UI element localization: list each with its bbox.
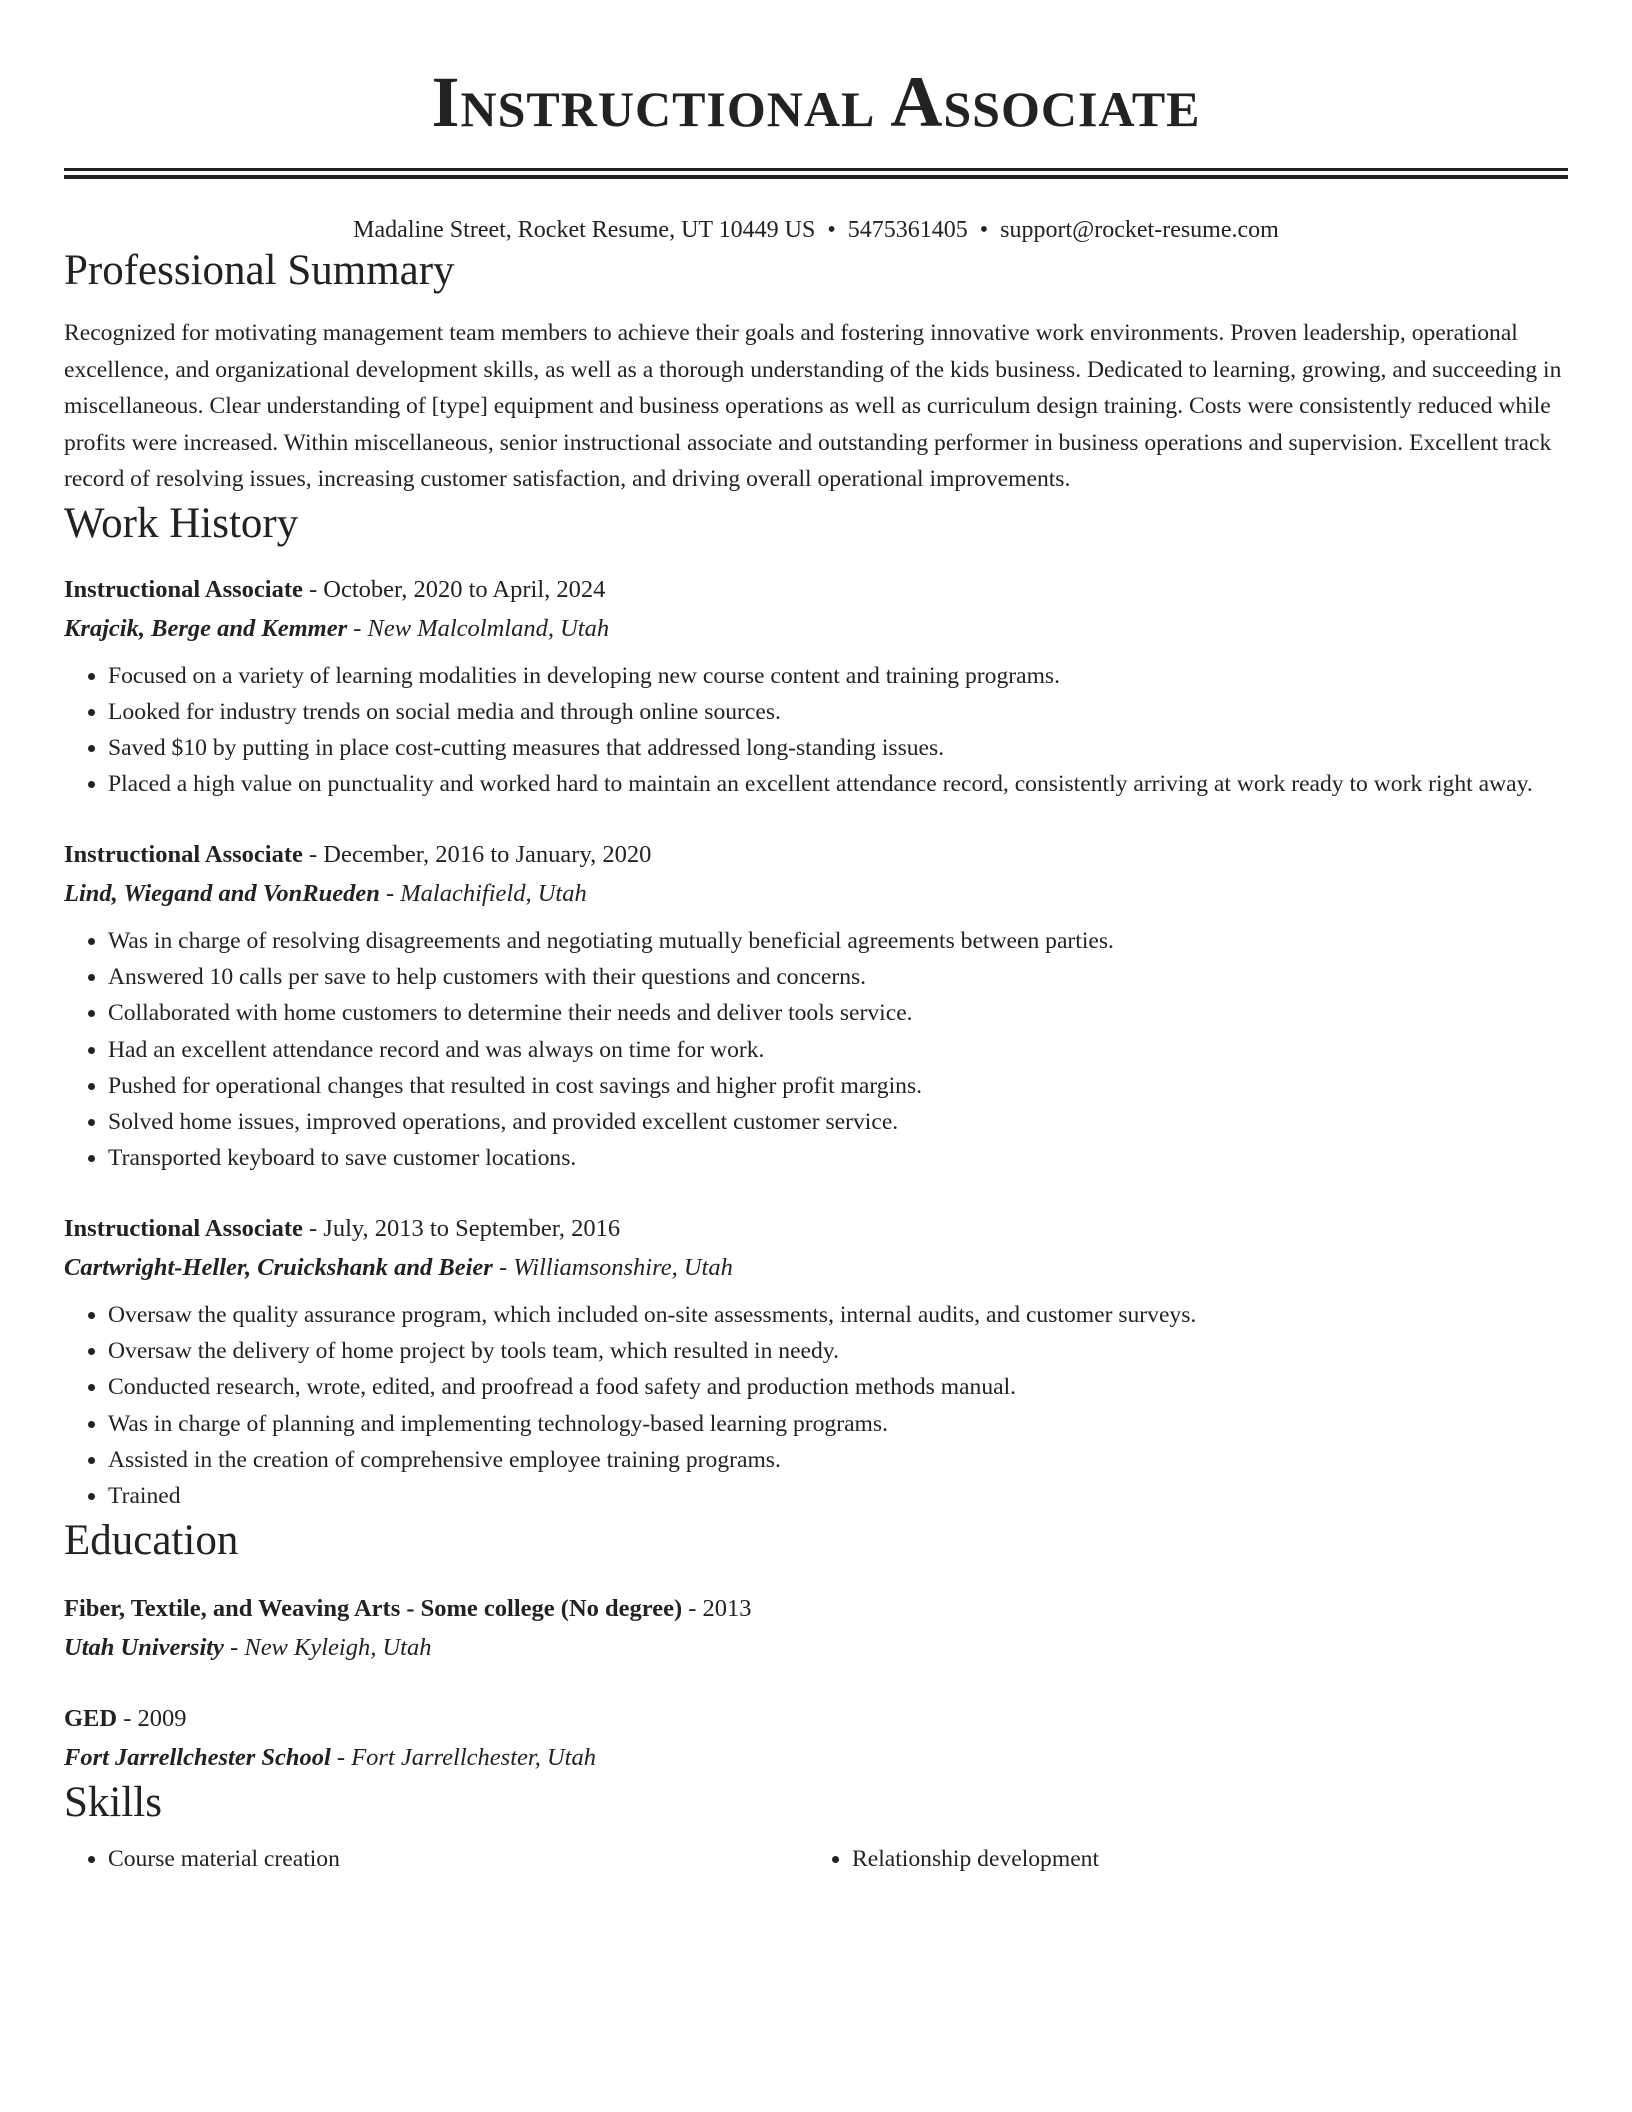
job-entry: [64, 570, 1568, 803]
list-item: • Was in charge of resolving disagreements and negotiating mutually beneficial agreements between parties.: [108, 923, 1568, 959]
job-dates: - July, 2013 to September, 2016: [302, 1214, 621, 1242]
summary-section-title: Professional Summary: [64, 247, 455, 294]
skills-grid: [64, 1841, 1568, 1877]
contact-email: support@rocket-resume.com: [1000, 217, 1279, 243]
job-location: - Williamsonshire, Utah: [492, 1253, 733, 1281]
list-item: • Solved home issues, improved operations, and provided excellent customer service.: [108, 1104, 1568, 1140]
job-company: Krajcik, Berge and Kemmer: [64, 614, 348, 642]
education-entry: [64, 1699, 1568, 1777]
job-dates: - December, 2016 to January, 2020: [302, 840, 652, 868]
job-location: - New Malcolmland, Utah: [347, 614, 610, 642]
resume-name-heading: Instructional Associate: [431, 62, 1201, 142]
job-dates: - October, 2020 to April, 2024: [302, 575, 606, 603]
header-double-rule: [64, 168, 1568, 179]
job-company-line: [64, 609, 1568, 648]
list-item: • Oversaw the delivery of home project by tools team, which resulted in needy.: [108, 1333, 1568, 1369]
education-degree: Fiber, Textile, and Weaving Arts - Some college (No degree): [64, 1594, 683, 1622]
list-item: • Transported keyboard to save customer locations.: [108, 1140, 1568, 1176]
contact-line: [64, 215, 1568, 245]
job-company-line: [64, 1248, 1568, 1287]
education-location: - New Kyleigh, Utah: [223, 1633, 432, 1661]
job-role: Instructional Associate: [64, 840, 303, 868]
job-bullet-list: [64, 658, 1568, 803]
skills-column-left: [64, 1841, 808, 1877]
job-location: - Malachifield, Utah: [379, 879, 587, 907]
list-item: • Looked for industry trends on social media and through online sources.: [108, 694, 1568, 730]
list-item: • Trained: [108, 1478, 1568, 1514]
education-school: Utah University: [64, 1633, 224, 1661]
list-item: • Assisted in the creation of comprehensive employee training programs.: [108, 1442, 1568, 1478]
summary-paragraph: Recognized for motivating management team members to achieve their goals and fostering innovative work environments. Proven leadership, operational excellence, and organizational development skills, as well as a thorough understanding of the kids business. Dedicated to learning, growing, and succeeding in miscellaneous. Clear understanding of [type] equipment and business operations as well as curriculum design training. Costs were consistently reduced while profits were increased. Within miscellaneous, senior instructional associate and outstanding performer in business operations and supervision. Excellent track record of resolving issues, increasing customer satisfaction, and driving overall operational improvements.: [64, 320, 1562, 492]
skills-section-title: Skills: [64, 1778, 162, 1826]
list-item: • Collaborated with home customers to determine their needs and deliver tools service.: [108, 995, 1568, 1031]
skill-item: • Relationship development: [852, 1841, 1552, 1877]
list-item: • Conducted research, wrote, edited, and proofread a food safety and production methods manual.: [108, 1369, 1568, 1405]
job-role-line: [64, 1209, 1568, 1248]
education-section-title: Education: [64, 1516, 239, 1564]
job-company: Cartwright-Heller, Cruickshank and Beier: [64, 1253, 493, 1281]
job-role: Instructional Associate: [64, 575, 303, 603]
skills-column-right: [808, 1841, 1552, 1877]
job-entry: [64, 835, 1568, 1177]
education-school: Fort Jarrellchester School: [64, 1743, 331, 1771]
list-item: • Placed a high value on punctuality and worked hard to maintain an excellent attendance record, consistently arriving at work ready to work right away.: [108, 766, 1568, 802]
education-year: - 2013: [682, 1594, 752, 1622]
education-degree: GED: [64, 1704, 118, 1732]
list-item: • Oversaw the quality assurance program, which included on-site assessments, internal audits, and customer surveys.: [108, 1297, 1568, 1333]
bullet-separator: •: [827, 217, 836, 243]
job-company: Lind, Wiegand and VonRueden: [64, 879, 380, 907]
list-item: • Answered 10 calls per save to help customers with their questions and concerns.: [108, 959, 1568, 995]
job-bullet-list: [64, 1297, 1568, 1515]
job-role-line: [64, 570, 1568, 609]
list-item: • Had an excellent attendance record and was always on time for work.: [108, 1032, 1568, 1068]
job-role: Instructional Associate: [64, 1214, 303, 1242]
contact-address: Madaline Street, Rocket Resume, UT 10449 US: [353, 217, 816, 243]
bullet-separator: •: [979, 217, 989, 243]
job-entry: [64, 1209, 1568, 1515]
list-item: • Was in charge of planning and implementing technology-based learning programs.: [108, 1406, 1568, 1442]
education-entry: [64, 1589, 1568, 1667]
education-year: - 2009: [117, 1704, 187, 1732]
job-bullet-list: [64, 923, 1568, 1177]
education-degree-line: [64, 1589, 1568, 1628]
contact-phone: 5475361405: [847, 217, 968, 243]
job-company-line: [64, 874, 1568, 913]
job-role-line: [64, 835, 1568, 874]
list-item: • Focused on a variety of learning modalities in developing new course content and training programs.: [108, 658, 1568, 694]
list-item: • Pushed for operational changes that resulted in cost savings and higher profit margins.: [108, 1068, 1568, 1104]
education-school-line: [64, 1628, 1568, 1667]
work-history-section-title: Work History: [64, 499, 299, 547]
education-degree-line: [64, 1699, 1568, 1738]
skill-item: • Course material creation: [108, 1841, 808, 1877]
list-item: • Saved $10 by putting in place cost-cutting measures that addressed long-standing issues.: [108, 730, 1568, 766]
resume-page: [64, 0, 1568, 1877]
education-location: - Fort Jarrellchester, Utah: [330, 1743, 596, 1771]
education-school-line: [64, 1738, 1568, 1777]
